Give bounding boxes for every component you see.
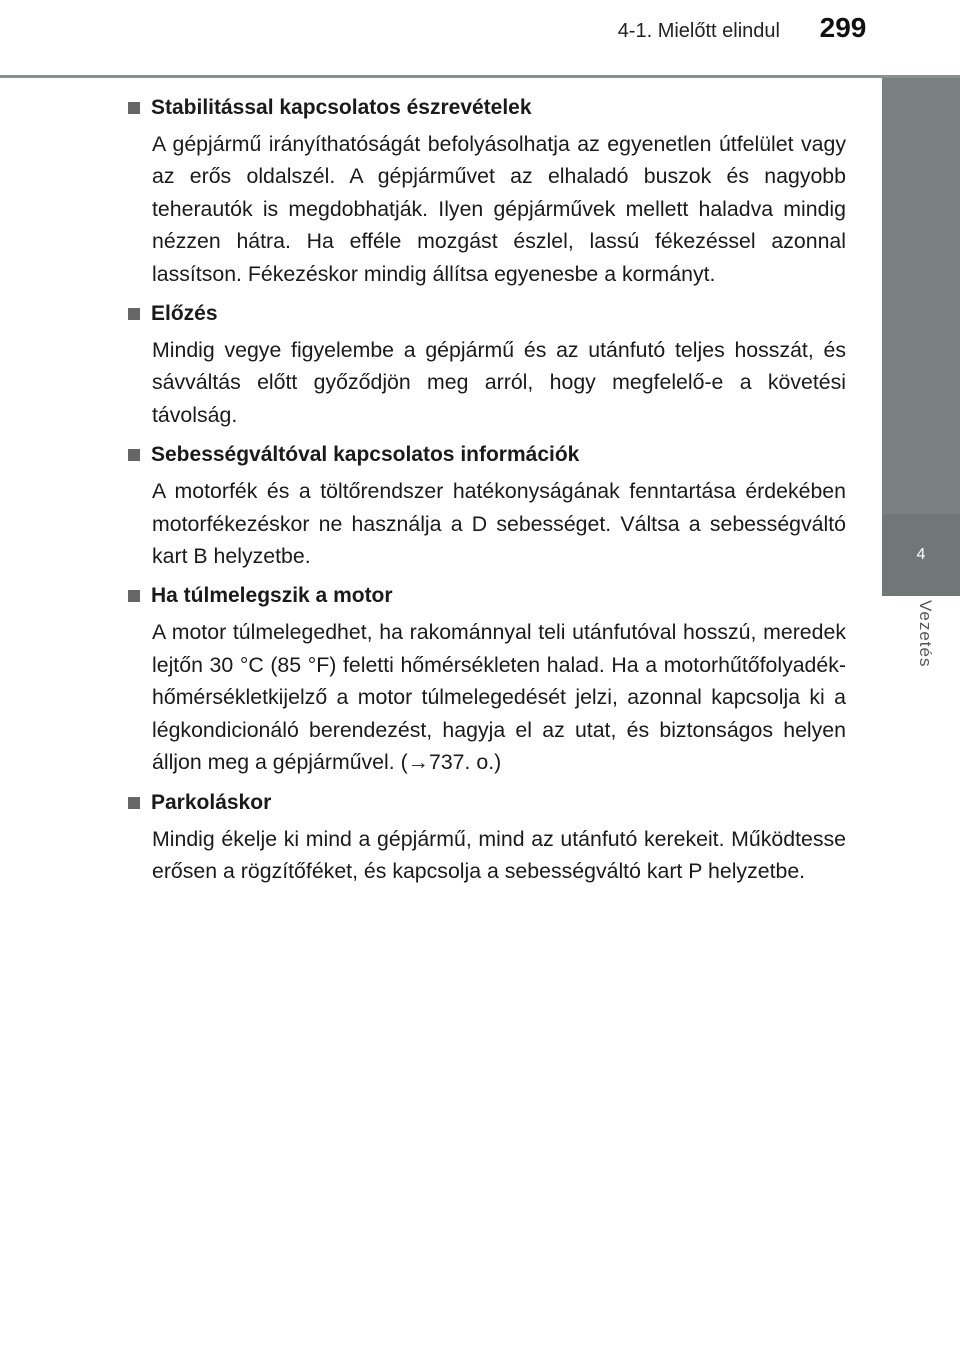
section-parking (128, 787, 846, 888)
square-bullet-icon (128, 590, 140, 602)
page-number: 299 (819, 12, 867, 43)
chapter-title: 4-1. Mielőtt elindul (617, 20, 780, 42)
section-overheating (128, 580, 846, 778)
section-text: A motor túlmelegedhet, ha rakománnyal teli utánfutóval hosszú, meredek lejtőn 30 °C (85 °F) feletti hőmérsékleten halad. Ha a motorhűtőfolyadék-hőmérsékletkijelző a motor túlmelegedését jelzi, azonnal kapcsolja ki a légkondicionáló berendezést, hagyja el az utat, és biztonságos helyen álljon meg a gépjárművel. (→737. o.) (152, 620, 846, 775)
section-heading: Előzés (151, 302, 218, 326)
section-text: A gépjármű irányíthatóságát befolyásolhatja az egyenetlen útfelület vagy az erős oldalszél. A gépjárművet az elhaladó buszok és nagyobb teherautók is megdobhatják. Ilyen gépjárművek mellett haladva mindig nézzen hátra. Ha efféle mozgást észlel, lassú fékezéssel azonnal lassítson. Fékezéskor mindig állítsa egyenesbe a kormányt. (152, 132, 846, 286)
header-divider (0, 75, 960, 78)
side-tab-number: 4 (882, 514, 960, 596)
section-heading: Ha túlmelegszik a motor (151, 584, 393, 608)
page-content (128, 88, 846, 895)
section-heading: Parkoláskor (151, 790, 272, 814)
chapter-side-tab (882, 78, 960, 514)
section-stability (128, 92, 846, 290)
section-text: Mindig vegye figyelembe a gépjármű és az utánfutó teljes hosszát, és sávváltás előtt győződjön meg arról, hogy megfelelő-e a követési távolság. (152, 338, 846, 427)
square-bullet-icon (128, 797, 140, 809)
square-bullet-icon (128, 308, 140, 320)
section-text: A motorfék és a töltőrendszer hatékonyságának fenntartása érdekében motorfékezéskor ne használja a D sebességet. Váltsa a sebességváltó kart B helyzetbe. (152, 479, 846, 569)
side-tab-label: Vezetés (916, 600, 935, 668)
section-overtaking (128, 298, 846, 431)
section-text: Mindig ékelje ki mind a gépjármű, mind az utánfutó kerekeit. Működtesse erősen a rögzítőféket, és kapcsolja a sebességváltó kart P helyzetbe. (152, 826, 846, 883)
section-transmission (128, 439, 846, 572)
square-bullet-icon (128, 449, 140, 461)
square-bullet-icon (128, 102, 140, 114)
section-heading: Stabilitással kapcsolatos észrevételek (151, 96, 532, 119)
section-heading: Sebességváltóval kapcsolatos információk (151, 443, 580, 467)
